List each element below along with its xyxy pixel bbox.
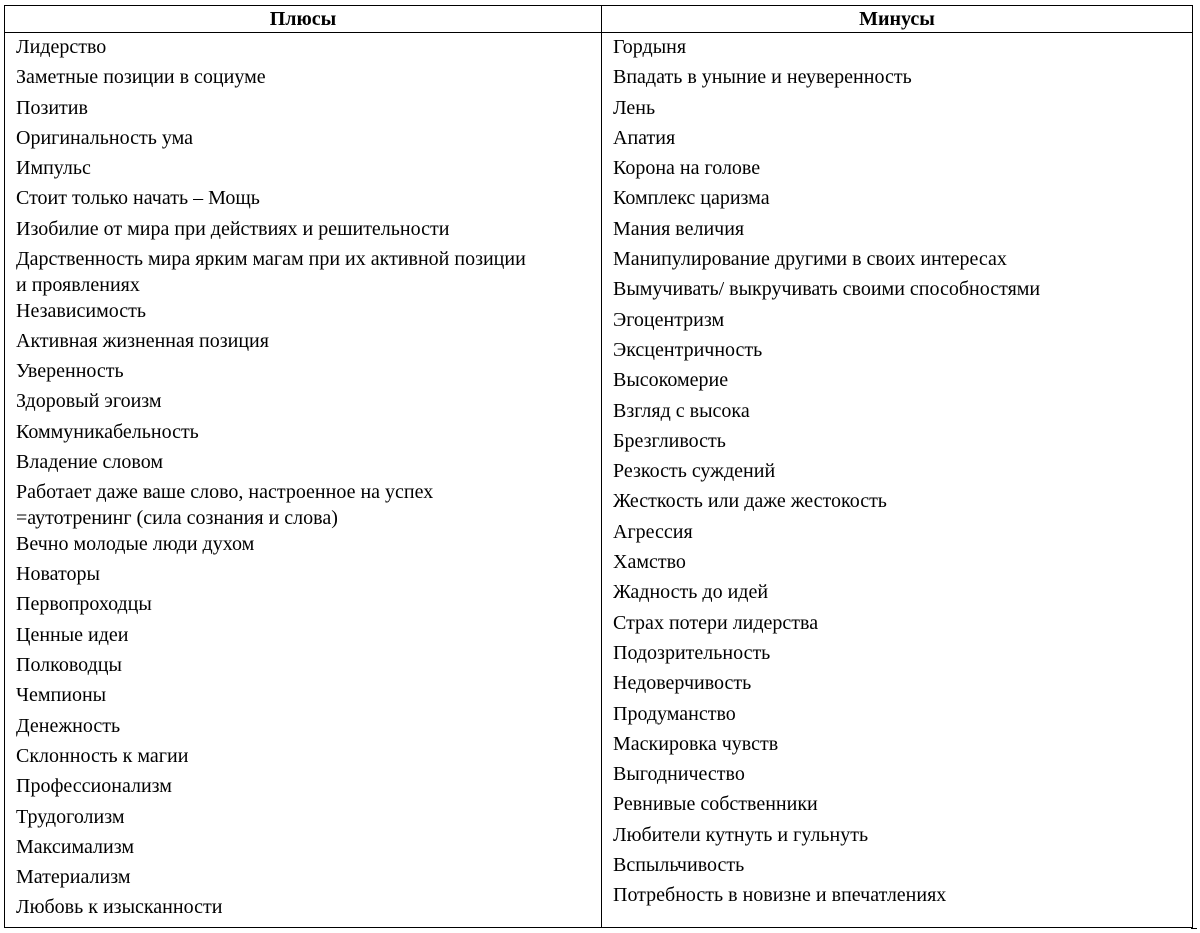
pros-item: Любовь к изысканности [16,896,223,919]
pros-cons-table [4,5,1193,928]
pros-item: Лидерство [16,36,107,58]
pros-item: Оригинальность ума [16,126,193,149]
pros-item: Материализм [16,866,131,889]
pros-item: Уверенность [16,360,124,383]
pros-item: Трудоголизм [16,805,125,828]
cons-item: Резкость суждений [613,460,776,483]
cons-item: Эгоцентризм [613,308,725,331]
cons-item: Апатия [613,126,676,149]
cons-item: Лень [613,96,656,119]
table-header-row [5,6,1192,33]
cons-item: Потребность в новизне и впечатлениях [613,884,947,907]
pros-item: Денежность [16,714,121,737]
pros-item: Здоровый эгоизм [16,390,162,413]
pros-list [16,34,596,925]
cons-item: Агрессия [613,520,693,543]
pros-item: Позитив [16,96,88,119]
pros-item: Заметные позиции в социуме [16,66,266,89]
cons-item: Хамство [613,551,686,574]
cons-item: Ревнивые собственники [613,793,818,816]
pros-item: Независимость [16,299,146,322]
pros-item: Дарственность мира ярким магам при их активной позиции и проявлениях [16,248,526,297]
pros-item: Активная жизненная позиция [16,329,269,352]
cons-item: Вымучивать/ выкручивать своими способностями [613,278,1041,301]
pros-item: Новаторы [16,563,100,586]
cons-item: Мания величия [613,217,745,240]
page-edge-mark [1191,928,1197,929]
pros-item: Профессионализм [16,775,172,798]
pros-item: Ценные идеи [16,623,129,646]
pros-item: Первопроходцы [16,593,152,616]
cons-header: Минусы [859,8,935,30]
pros-item: Чемпионы [16,684,107,707]
cons-item: Вспыльчивость [613,854,745,877]
pros-item: Вечно молодые люди духом [16,532,255,555]
pros-header: Плюсы [269,8,337,30]
pros-item: Импульс [16,157,91,180]
cons-item: Страх потери лидерства [613,611,819,634]
pros-item: Стоит только начать – Мощь [16,187,260,210]
cons-item: Гордыня [613,36,687,58]
pros-item: Склонность к магии [16,744,189,767]
pros-item: Владение словом [16,451,163,474]
pros-item: Максимализм [16,835,134,858]
cons-item: Корона на голове [613,157,761,180]
cons-item: Выгодничество [613,763,745,786]
pros-item: Работает даже ваше слово, настроенное на успех =аутотренинг (сила сознания и слова) [16,481,434,530]
cons-item: Маскировка чувств [613,732,779,755]
cons-item: Продуманство [613,702,736,725]
pros-item: Полководцы [16,654,122,677]
cons-list [613,34,1188,913]
cons-item: Впадать в уныние и неуверенность [613,66,912,89]
cons-item: Подозрительность [613,641,771,664]
cons-item: Любители кутнуть и гульнуть [613,823,869,846]
column-divider [601,6,602,927]
cons-item: Комплекс царизма [613,187,770,210]
pros-item: Изобилие от мира при действиях и решительности [16,217,450,240]
cons-item: Жадность до идей [613,581,769,604]
pros-item: Коммуникабельность [16,420,199,443]
cons-item: Жесткость или даже жестокость [613,490,887,513]
cons-item: Высокомерие [613,369,729,392]
cons-item: Взгляд с высока [613,399,750,422]
cons-item: Брезгливость [613,429,726,452]
cons-item: Манипулирование другими в своих интересах [613,248,1007,271]
cons-item: Недоверчивость [613,672,752,695]
cons-item: Эксцентричность [613,338,763,361]
